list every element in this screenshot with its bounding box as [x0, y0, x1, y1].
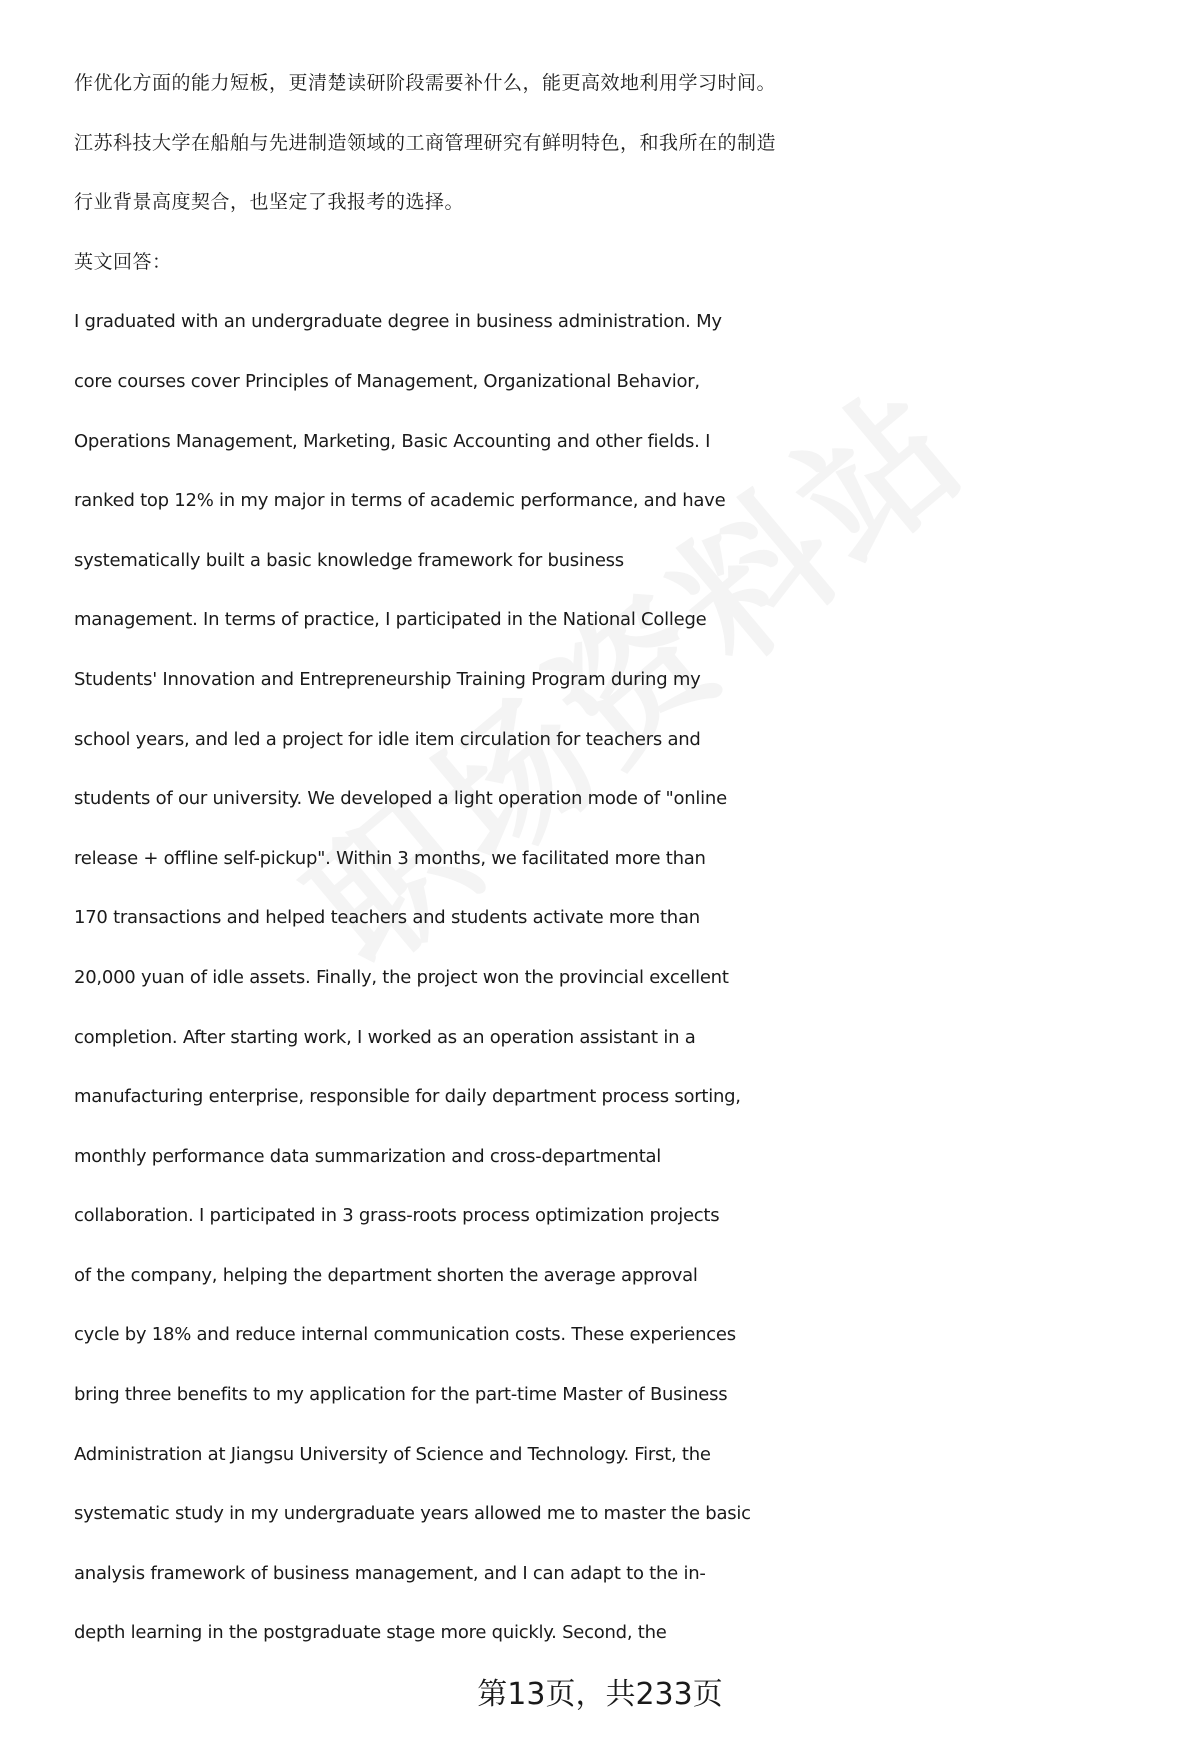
- text-line: 170 transactions and helped teachers and students activate more than: [74, 907, 700, 929]
- text-line: manufacturing enterprise, responsible for daily department process sorting,: [74, 1086, 741, 1108]
- text-line: analysis framework of business management, and I can adapt to the in-: [74, 1562, 706, 1584]
- text-line: 作优化方面的能力短板，更清楚读研阶段需要补什么，能更高效地利用学习时间。: [74, 72, 777, 94]
- text-line: 20,000 yuan of idle assets. Finally, the project won the provincial excellent: [74, 966, 729, 988]
- text-line: Operations Management, Marketing, Basic Accounting and other fields. I: [74, 430, 711, 452]
- text-line: students of our university. We developed a light operation mode of "online: [74, 788, 727, 810]
- text-line: Students' Innovation and Entrepreneurship Training Program during my: [74, 668, 701, 690]
- text-line: core courses cover Principles of Management, Organizational Behavior,: [74, 370, 700, 392]
- text-line: systematically built a basic knowledge framework for business: [74, 549, 624, 571]
- text-line: Administration at Jiangsu University of Science and Technology. First, the: [74, 1443, 711, 1465]
- text-line: school years, and led a project for idle item circulation for teachers and: [74, 728, 701, 750]
- text-line: 江苏科技大学在船舶与先进制造领域的工商管理研究有鲜明特色，和我所在的制造: [74, 131, 777, 154]
- text-line: bring three benefits to my application for the part-time Master of Business: [74, 1384, 728, 1406]
- page-number: 第13页，共233页: [477, 1677, 723, 1712]
- text-line: depth learning in the postgraduate stage more quickly. Second, the: [74, 1622, 667, 1644]
- text-line: systematic study in my undergraduate years allowed me to master the basic: [74, 1503, 751, 1525]
- text-line: of the company, helping the department shorten the average approval: [74, 1264, 698, 1286]
- text-line: I graduated with an undergraduate degree in business administration. My: [74, 311, 722, 333]
- text-line: 行业背景高度契合，也坚定了我报考的选择。: [74, 191, 465, 214]
- text-line: cycle by 18% and reduce internal communication costs. These experiences: [74, 1324, 736, 1346]
- text-line: monthly performance data summarization and cross-departmental: [74, 1145, 662, 1167]
- text-line: completion. After starting work, I worked as an operation assistant in a: [74, 1026, 696, 1048]
- text-line: ranked top 12% in my major in terms of academic performance, and have: [74, 490, 726, 512]
- text-line: collaboration. I participated in 3 grass-roots process optimization projects: [74, 1205, 720, 1227]
- text-line: management. In terms of practice, I participated in the National College: [74, 609, 707, 631]
- text-line: release + offline self-pickup". Within 3 months, we facilitated more than: [74, 847, 706, 869]
- page-content: [74, 54, 1154, 1663]
- section-heading: 英文回答：: [74, 250, 172, 273]
